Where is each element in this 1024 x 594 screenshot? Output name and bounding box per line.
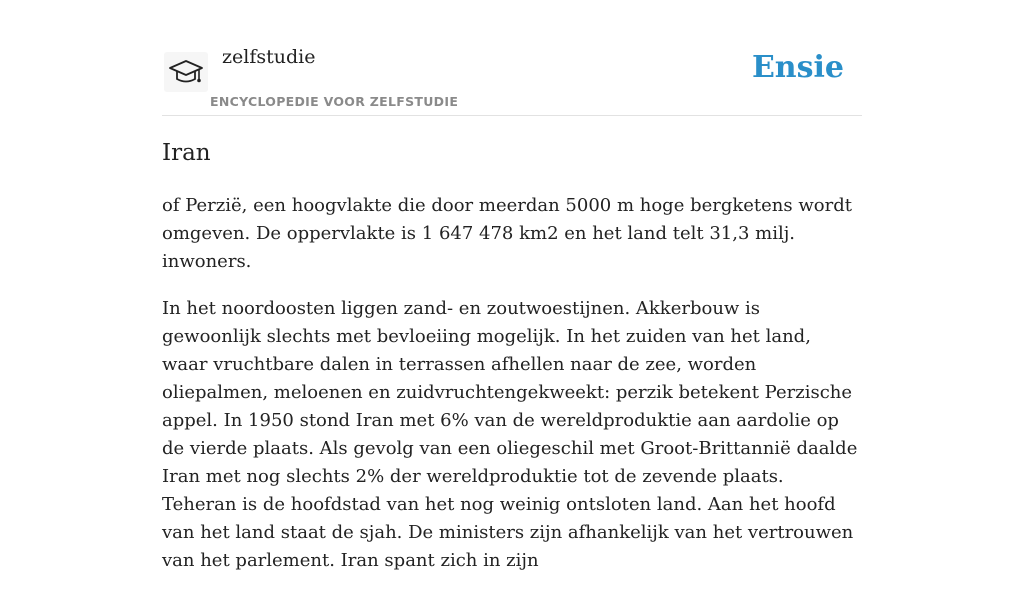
article-body xyxy=(162,192,862,594)
article-paragraph: In het noordoosten liggen zand- en zoutwoestijnen. Akkerbouw is gewoonlijk slechts met bevloeiing mogelijk. In het zuiden van het land, waar vruchtbare dalen in terrassen afhellen naar de zee, worden oliepalmen, meloenen en zuidvruchtengekweekt: perzik betekent Perzische appel. In 1950 stond Iran met 6% van de wereldproduktie aan aardolie op de vierde plaats. Als gevolg van een oliegeschil met Groot-Brittannië daalde Iran met nog slechts 2% der wereldproduktie tot de zevende plaats. Teheran is de hoofdstad van het nog weinig ontsloten land. Aan het hoofd van het land staat de sjah. De ministers zijn afhankelijk van het vertrouwen van het parlement. Iran spant zich in zijn xyxy=(162,298,858,571)
site-name[interactable]: zelfstudie xyxy=(222,46,316,68)
site-header xyxy=(162,0,862,116)
article-paragraph: of Perzië, een hoogvlakte die door meerdan 5000 m hoge bergketens wordt omgeven. De oppervlakte is 1 647 478 km2 en het land telt 31,3 milj. inwoners. xyxy=(162,195,852,272)
page xyxy=(162,0,862,571)
graduation-cap-icon xyxy=(168,58,204,88)
article-title: Iran xyxy=(162,140,211,166)
site-tagline: ENCYCLOPEDIE VOOR ZELFSTUDIE xyxy=(210,94,459,109)
ensie-brand-link[interactable]: Ensie xyxy=(751,50,844,85)
site-logo[interactable] xyxy=(164,52,208,92)
